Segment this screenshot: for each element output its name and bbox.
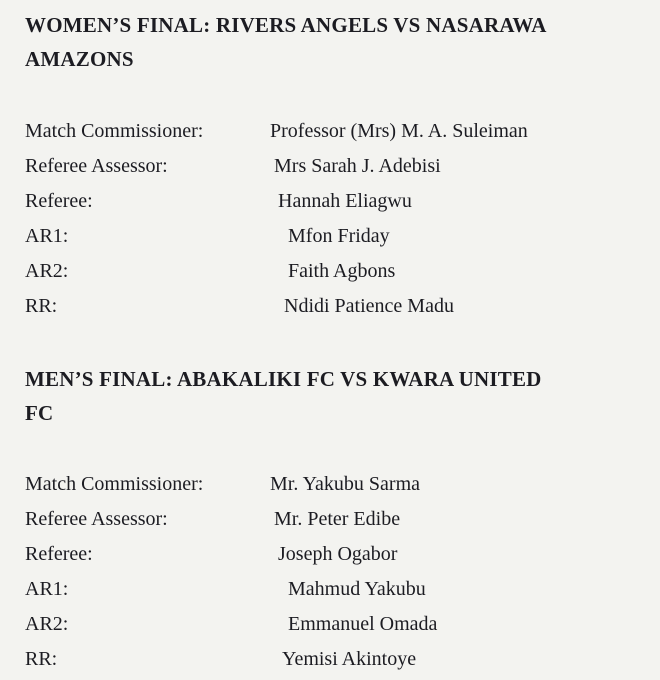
official-row xyxy=(25,184,645,219)
official-name: Mr. Peter Edibe xyxy=(274,508,401,530)
official-row xyxy=(25,149,645,184)
section-title-line2: FC xyxy=(25,401,54,425)
official-role: AR1: xyxy=(25,225,69,247)
section-title-line1: MEN’S FINAL: ABAKALIKI FC VS KWARA UNITED xyxy=(25,367,542,391)
section-title-line1: WOMEN’S FINAL: RIVERS ANGELS VS NASARAWA xyxy=(25,13,547,37)
official-name: Faith Agbons xyxy=(288,260,396,282)
official-role: AR1: xyxy=(25,578,69,600)
official-row xyxy=(25,572,645,607)
official-role: Referee Assessor: xyxy=(25,155,168,177)
official-name: Yemisi Akintoye xyxy=(282,648,417,670)
section-title xyxy=(25,8,645,76)
official-role: Referee Assessor: xyxy=(25,508,168,530)
official-row xyxy=(25,502,645,537)
official-name: Joseph Ogabor xyxy=(278,543,398,565)
official-role: RR: xyxy=(25,295,58,317)
official-name: Professor (Mrs) M. A. Suleiman xyxy=(270,120,528,142)
official-row xyxy=(25,254,645,289)
official-role: Match Commissioner: xyxy=(25,473,204,495)
official-row xyxy=(25,607,645,642)
official-name: Mr. Yakubu Sarma xyxy=(270,473,421,495)
official-row xyxy=(25,467,645,502)
official-name: Emmanuel Omada xyxy=(288,613,438,635)
official-name: Ndidi Patience Madu xyxy=(284,295,454,317)
official-role: Referee: xyxy=(25,190,93,212)
official-row xyxy=(25,289,645,324)
official-role: AR2: xyxy=(25,613,69,635)
official-role: Referee: xyxy=(25,543,93,565)
official-row xyxy=(25,537,645,572)
official-role: RR: xyxy=(25,648,58,670)
official-row xyxy=(25,219,645,254)
section-title-line2: AMAZONS xyxy=(25,47,134,71)
section-title xyxy=(25,362,645,430)
official-role: Match Commissioner: xyxy=(25,120,204,142)
official-name: Mfon Friday xyxy=(288,225,390,247)
official-row xyxy=(25,114,645,149)
official-name: Mahmud Yakubu xyxy=(288,578,426,600)
official-role: AR2: xyxy=(25,260,69,282)
official-name: Mrs Sarah J. Adebisi xyxy=(274,155,441,177)
official-name: Hannah Eliagwu xyxy=(278,190,412,212)
official-row xyxy=(25,642,645,677)
